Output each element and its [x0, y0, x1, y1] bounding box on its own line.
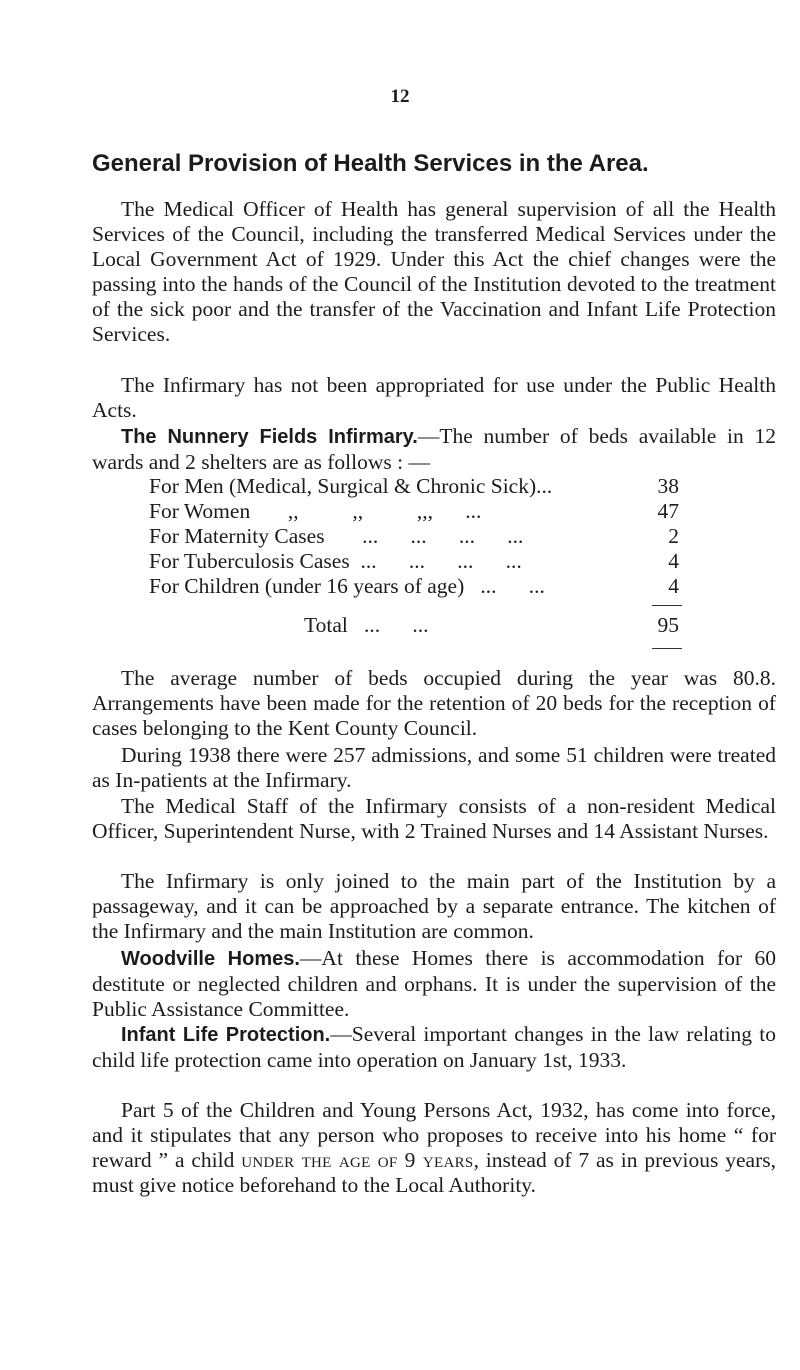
- children-act-text-b: , instead of 7 as in previous years, must give notice beforehand to the Local Authority.: [92, 1148, 776, 1197]
- woodville-homes-heading: Woodville Homes.: [121, 948, 300, 970]
- woodville-homes-text: —At these Homes there is accommodation for 60 destitute or neglected children and orphans. It is under the supervision of the Public Assistance Committee.: [92, 946, 777, 1021]
- beds-row: [149, 474, 679, 499]
- paragraph-average-beds: The average number of beds occupied during the year was 80.8. Arrangements have been made for the retention of 20 beds for the reception of cases belonging to the Kent County Council.: [92, 666, 776, 740]
- beds-total-label: Total ... ...: [304, 613, 429, 637]
- paragraph-medical-staff: The Medical Staff of the Infirmary consists of a non-resident Medical Officer, Superintendent Nurse, with 2 Trained Nurses and 14 Assistant Nurses.: [92, 794, 776, 843]
- infant-life-protection-text: —Several important changes in the law relating to child life protection came into operation on January 1st, 1933.: [92, 1022, 776, 1072]
- paragraph-infirmary-appropriation: The Infirmary has not been appropriated for use under the Public Health Acts.: [92, 373, 776, 422]
- beds-row: [149, 524, 679, 549]
- beds-row: [149, 549, 679, 574]
- children-act-smallcaps: under the age of 9 years: [241, 1148, 474, 1172]
- total-rule-bottom: [652, 648, 682, 649]
- paragraph-woodville-homes: [92, 946, 776, 1022]
- beds-row-value: 47: [657, 499, 679, 523]
- beds-row-label: For Women ,, ,, ,,, ...: [149, 499, 482, 523]
- beds-row-value: 2: [668, 524, 679, 548]
- total-rule-top: [652, 605, 682, 606]
- beds-row-label: For Children (under 16 years of age) ... ...: [149, 574, 545, 598]
- page-number: 12: [390, 86, 410, 107]
- beds-row-label: For Maternity Cases ... ... ... ...: [149, 524, 524, 548]
- paragraph-admissions: During 1938 there were 257 admissions, and some 51 children were treated as In-patients at the Infirmary.: [92, 743, 776, 792]
- beds-row-value: 38: [657, 474, 679, 498]
- beds-row-value: 4: [668, 574, 679, 598]
- nunnery-fields-heading: The Nunnery Fields Infirmary.: [121, 426, 418, 448]
- beds-row-label: For Men (Medical, Surgical & Chronic Sick)...: [149, 474, 553, 498]
- nunnery-fields-text: —The number of beds available in 12 wards and 2 shelters are as follows : —: [92, 424, 776, 474]
- paragraph-infirmary-access: The Infirmary is only joined to the main part of the Institution by a passageway, and it can be approached by a separate entrance. The kitchen of the Infirmary and the main Institution are common.: [92, 869, 776, 943]
- beds-row-value: 4: [668, 549, 679, 573]
- page-title: General Provision of Health Services in the Area.: [92, 150, 649, 177]
- beds-total-value: 95: [657, 613, 679, 637]
- paragraph-nunnery-fields: [92, 424, 776, 475]
- paragraph-children-act: [92, 1098, 776, 1198]
- beds-row: [149, 499, 679, 524]
- children-act-text-a: Part 5 of the Children and Young Persons Act, 1932, has come into force, and it stipulates that any person who proposes to receive into his home “ for reward ” a child: [92, 1098, 776, 1172]
- paragraph-supervision: The Medical Officer of Health has general supervision of all the Health Services of the Council, including the transferred Medical Services under the Local Government Act of 1929. Under this Act the chief changes were the passing into the hands of the Council of the Institution devoted to the treatment of the sick poor and the transfer of the Vaccination and Infant Life Protection Services.: [92, 197, 776, 346]
- beds-total-row: [149, 613, 679, 638]
- beds-row: [149, 574, 679, 599]
- infant-life-protection-heading: Infant Life Protection.: [121, 1024, 331, 1046]
- paragraph-infant-life-protection: [92, 1022, 776, 1073]
- beds-row-label: For Tuberculosis Cases ... ... ... ...: [149, 549, 522, 573]
